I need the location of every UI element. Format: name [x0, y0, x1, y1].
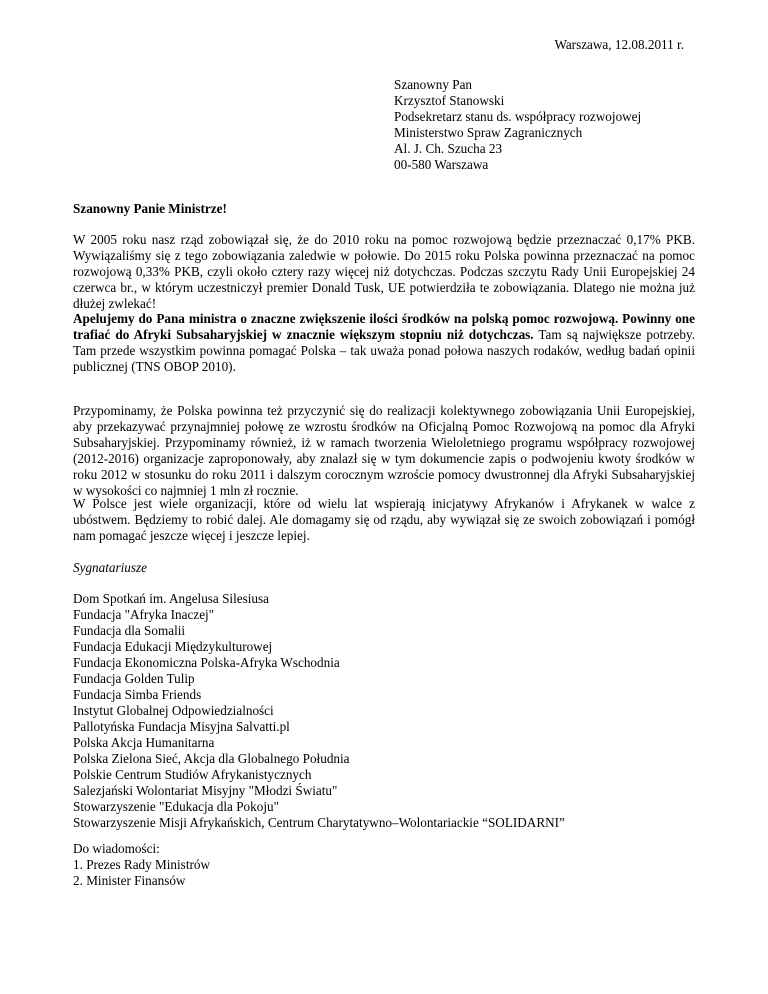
signatory-item: Polska Akcja Humanitarna [73, 735, 215, 750]
recipient-line: 00-580 Warszawa [394, 157, 489, 172]
signatory-item: Fundacja Golden Tulip [73, 671, 195, 686]
place-date: Warszawa, 12.08.2011 r. [554, 37, 684, 52]
cc-item: 1. Prezes Rady Ministrów [73, 857, 210, 872]
signatory-item: Polskie Centrum Studiów Afrykanistycznych [73, 767, 312, 782]
signatory-item: Polska Zielona Sieć, Akcja dla Globalnego Południa [73, 751, 350, 766]
recipient-line: Al. J. Ch. Szucha 23 [394, 141, 503, 156]
cc-heading: Do wiadomości: [73, 841, 160, 856]
paragraph-3 [73, 403, 695, 499]
signatory-item: Fundacja Simba Friends [73, 687, 202, 702]
recipient-line: Szanowny Pan [394, 77, 473, 92]
signatory-item: Pallotyńska Fundacja Misyjna Salvatti.pl [73, 719, 290, 734]
signatory-item: Fundacja "Afryka Inaczej" [73, 607, 215, 622]
signatory-item: Fundacja Edukacji Międzykulturowej [73, 639, 273, 654]
cc-block [73, 841, 210, 889]
signatory-item: Dom Spotkań im. Angelusa Silesiusa [73, 591, 269, 606]
signatory-item: Instytut Globalnej Odpowiedzialności [73, 703, 274, 718]
signatories-heading: Sygnatariusze [73, 560, 147, 575]
paragraph-text: W 2005 roku nasz rząd zobowiązał się, że do 2010 roku na pomoc rozwojową będzie przeznaczać 0,17% PKB. Wywiązaliśmy się z tego zobowiązania zaledwie w połowie. Do 2015 roku Polska powinna przeznaczać na pomoc rozwojową 0,33% PKB, czyli około cztery razy więcej niż dotychczas. Podczas szczytu Rady Unii Europejskiej 24 czerwca br., w którym uczestniczył premier Donald Tusk, UE potwierdziła te zobowiązania. Dlatego nie można już dłużej zwlekać! [73, 232, 695, 311]
cc-item: 2. Minister Finansów [73, 873, 186, 888]
recipient-line: Krzysztof Stanowski [394, 93, 505, 108]
recipient-address [394, 77, 641, 173]
signatory-item: Stowarzyszenie Misji Afrykańskich, Centrum Charytatywno–Wolontariackie “SOLIDARNI” [73, 815, 565, 830]
signatories-list [73, 591, 565, 831]
paragraph-text [73, 311, 695, 375]
signatory-item: Stowarzyszenie "Edukacja dla Pokoju" [73, 799, 279, 814]
paragraph-1 [73, 232, 695, 312]
appeal-bold-text: Apelujemy do Pana ministra o znaczne zwiększenie ilości środków na polską pomoc rozwojową. Powinny one trafiać do Afryki Subsaharyjskiej w znacznie większym stopniu niż dotychczas. [73, 311, 695, 342]
salutation: Szanowny Panie Ministrze! [73, 201, 227, 216]
signatory-item: Salezjański Wolontariat Misyjny "Młodzi Światu" [73, 783, 338, 798]
recipient-line: Ministerstwo Spraw Zagranicznych [394, 125, 583, 140]
paragraph-4 [73, 496, 695, 544]
paragraph-text: Przypominamy, że Polska powinna też przyczynić się do realizacji kolektywnego zobowiązania Unii Europejskiej, aby przekazywać przynajmniej połowę ze wzrostu środków na Oficjalną Pomoc Rozwojową na pomoc dla Afryki Subsaharyjskiej. Przypominamy również, iż w ramach tworzenia Wieloletniego programu współpracy rozwojowej (2012-2016) organizacje zaproponowały, aby znalazł się w tym dokumencie zapis o podwojeniu kwoty środków w roku 2012 w stosunku do roku 2011 i dalszym corocznym wzroście pomocy dwustronnej dla Afryki Subsaharyjskiej w wysokości co najmniej 1 mln zł rocznie. [73, 403, 695, 498]
paragraph-2 [73, 311, 695, 375]
appeal-rest-text: Tam są największe potrzeby. Tam przede wszystkim powinna pomagać Polska – tak uważa ponad połowa naszych rodaków, według badań opinii publicznej (TNS OBOP 2010). [73, 327, 695, 374]
paragraph-text: W Polsce jest wiele organizacji, które od wielu lat wspierają inicjatywy Afrykanów i Afrykanek w walce z ubóstwem. Będziemy to robić dalej. Ale domagamy się od rządu, aby wywiązał się ze swoich zobowiązań i pomógł nam pomagać jeszcze więcej i jeszcze lepiej. [73, 496, 695, 543]
signatory-item: Fundacja dla Somalii [73, 623, 186, 638]
signatory-item: Fundacja Ekonomiczna Polska-Afryka Wschodnia [73, 655, 340, 670]
recipient-line: Podsekretarz stanu ds. współpracy rozwojowej [394, 109, 642, 124]
